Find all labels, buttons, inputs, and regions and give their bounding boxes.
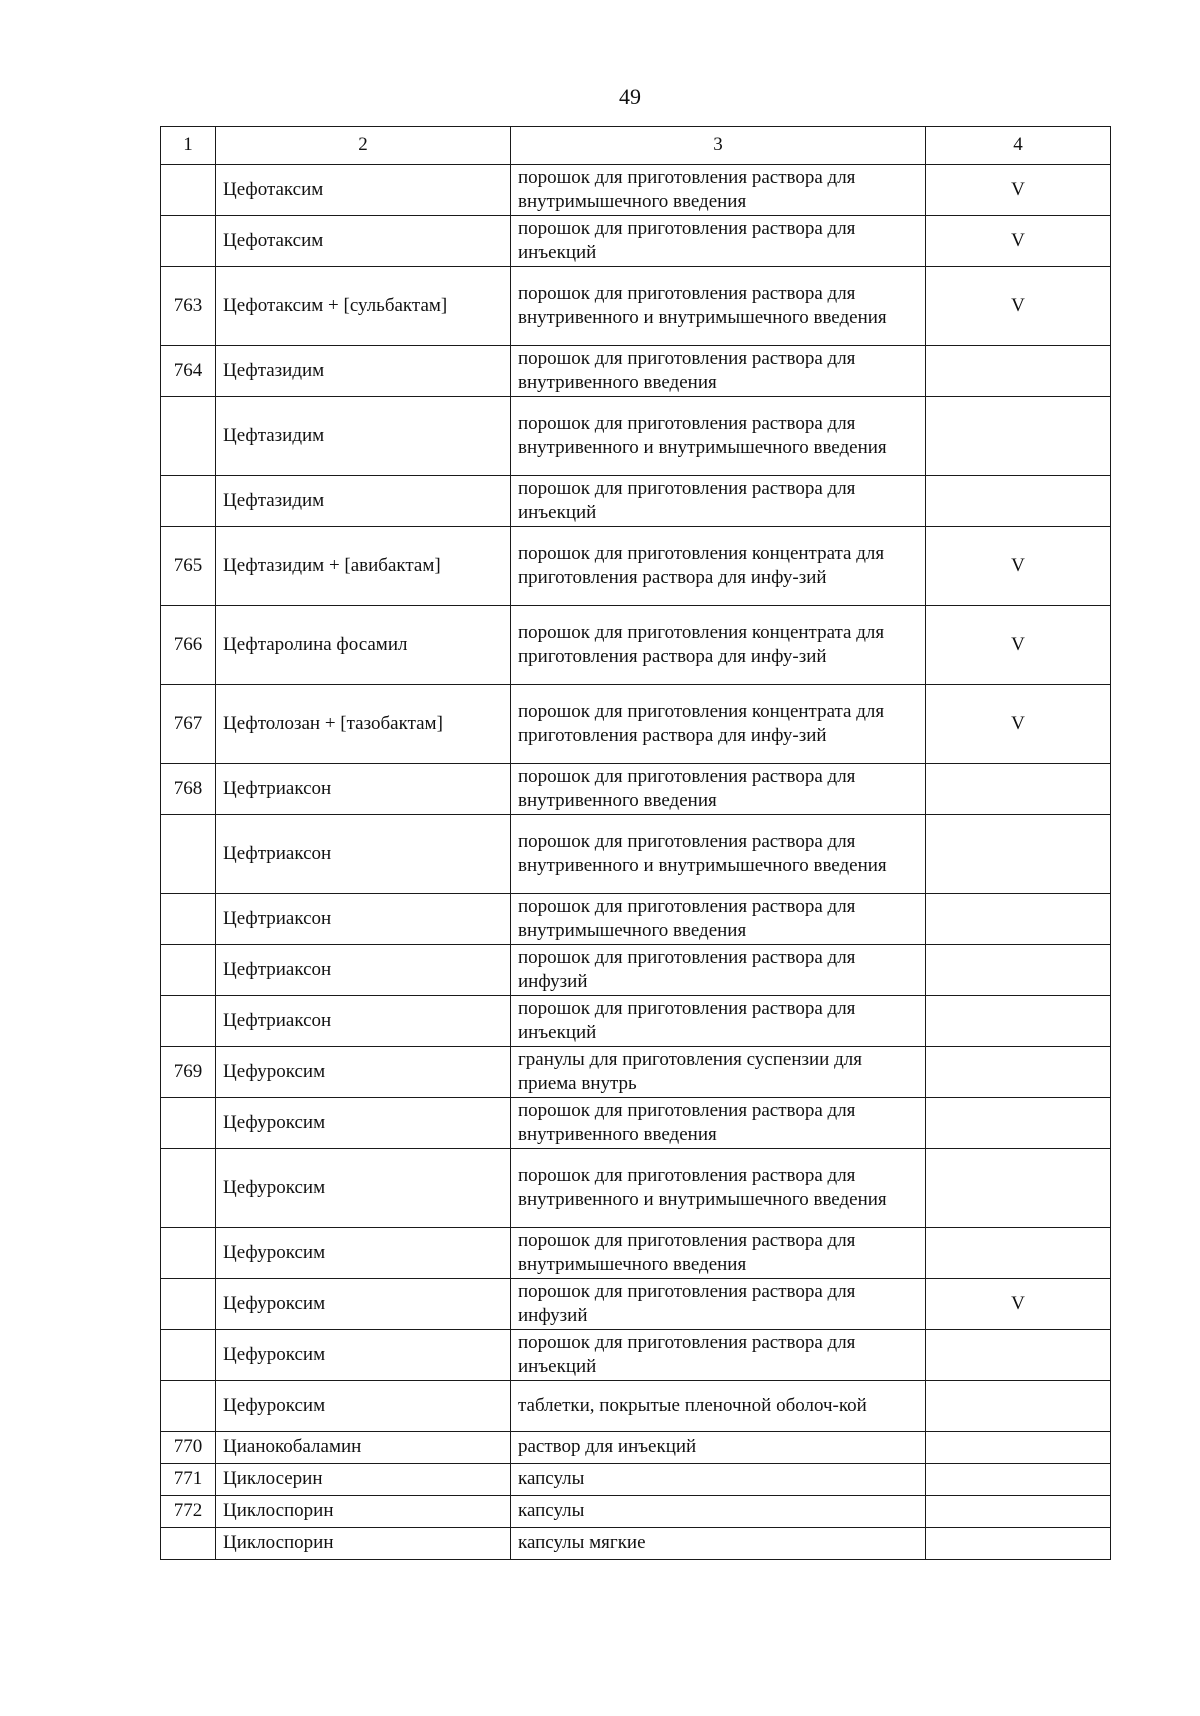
drug-name: Цефотаксим + [сульбактам] (216, 267, 511, 346)
drug-name: Цефтриаксон (216, 764, 511, 815)
row-number (161, 815, 216, 894)
dosage-form: порошок для приготовления раствора для внутривенного и внутримышечного введения (511, 267, 926, 346)
mark-cell (926, 815, 1111, 894)
row-number (161, 945, 216, 996)
table-row (161, 527, 1111, 606)
row-number: 766 (161, 606, 216, 685)
dosage-form: порошок для приготовления раствора для инфузий (511, 945, 926, 996)
table-row (161, 1381, 1111, 1432)
table-row (161, 476, 1111, 527)
row-number (161, 397, 216, 476)
mark-cell (926, 346, 1111, 397)
drug-name: Цефуроксим (216, 1330, 511, 1381)
dosage-form: порошок для приготовления раствора для инъекций (511, 1330, 926, 1381)
table-row (161, 397, 1111, 476)
table-header-row (161, 127, 1111, 165)
drug-name: Цефуроксим (216, 1149, 511, 1228)
row-number (161, 1528, 216, 1560)
mark-cell (926, 1528, 1111, 1560)
drug-name: Цефуроксим (216, 1228, 511, 1279)
mark-cell (926, 996, 1111, 1047)
drug-name: Цефтазидим (216, 397, 511, 476)
row-number (161, 216, 216, 267)
row-number: 771 (161, 1464, 216, 1496)
dosage-form: гранулы для приготовления суспензии для приема внутрь (511, 1047, 926, 1098)
dosage-form: порошок для приготовления раствора для внутримышечного введения (511, 165, 926, 216)
table-row (161, 1464, 1111, 1496)
mark-cell: V (926, 267, 1111, 346)
table-row (161, 346, 1111, 397)
mark-cell (926, 1496, 1111, 1528)
mark-cell: V (926, 685, 1111, 764)
table-row (161, 1330, 1111, 1381)
mark-cell: V (926, 606, 1111, 685)
mark-cell (926, 1432, 1111, 1464)
dosage-form: раствор для инъекций (511, 1432, 926, 1464)
drug-name: Цефотаксим (216, 165, 511, 216)
mark-cell (926, 1098, 1111, 1149)
mark-cell (926, 1228, 1111, 1279)
dosage-form: порошок для приготовления концентрата для приготовления раствора для инфу-зий (511, 685, 926, 764)
drug-name: Циклоспорин (216, 1528, 511, 1560)
column-header-3: 3 (511, 127, 926, 165)
row-number (161, 1228, 216, 1279)
row-number: 770 (161, 1432, 216, 1464)
row-number: 763 (161, 267, 216, 346)
dosage-form: порошок для приготовления раствора для внутривенного и внутримышечного введения (511, 397, 926, 476)
dosage-form: капсулы (511, 1496, 926, 1528)
dosage-form: порошок для приготовления раствора для инфузий (511, 1279, 926, 1330)
row-number: 765 (161, 527, 216, 606)
drug-name: Цефотаксим (216, 216, 511, 267)
dosage-form: порошок для приготовления раствора для внутривенного введения (511, 346, 926, 397)
drug-name: Цефтазидим (216, 346, 511, 397)
mark-cell (926, 1330, 1111, 1381)
table-row (161, 1228, 1111, 1279)
dosage-form: порошок для приготовления раствора для внутривенного и внутримышечного введения (511, 815, 926, 894)
dosage-form: капсулы мягкие (511, 1528, 926, 1560)
row-number (161, 894, 216, 945)
column-header-1: 1 (161, 127, 216, 165)
medicines-table (160, 126, 1111, 1560)
row-number (161, 1381, 216, 1432)
row-number: 768 (161, 764, 216, 815)
table-row (161, 945, 1111, 996)
table-row (161, 606, 1111, 685)
dosage-form: капсулы (511, 1464, 926, 1496)
drug-name: Цефуроксим (216, 1381, 511, 1432)
table-row (161, 1528, 1111, 1560)
drug-name: Цефуроксим (216, 1279, 511, 1330)
table-row (161, 1098, 1111, 1149)
dosage-form: порошок для приготовления концентрата для приготовления раствора для инфу-зий (511, 606, 926, 685)
mark-cell: V (926, 527, 1111, 606)
drug-name: Цефтриаксон (216, 996, 511, 1047)
mark-cell (926, 1464, 1111, 1496)
dosage-form: порошок для приготовления раствора для внутривенного и внутримышечного введения (511, 1149, 926, 1228)
row-number (161, 1330, 216, 1381)
row-number: 767 (161, 685, 216, 764)
mark-cell: V (926, 216, 1111, 267)
table-row (161, 1149, 1111, 1228)
row-number: 772 (161, 1496, 216, 1528)
mark-cell (926, 894, 1111, 945)
drug-name: Цефтриаксон (216, 815, 511, 894)
mark-cell (926, 397, 1111, 476)
table-row (161, 1432, 1111, 1464)
table-row (161, 815, 1111, 894)
table-row (161, 894, 1111, 945)
dosage-form: порошок для приготовления раствора для внутривенного введения (511, 1098, 926, 1149)
table-row (161, 996, 1111, 1047)
drug-name: Цефтазидим (216, 476, 511, 527)
drug-name: Циклосерин (216, 1464, 511, 1496)
page-number: 49 (619, 84, 641, 109)
row-number (161, 165, 216, 216)
drug-name: Циклоспорин (216, 1496, 511, 1528)
drug-name: Цианокобаламин (216, 1432, 511, 1464)
table-row (161, 764, 1111, 815)
row-number (161, 996, 216, 1047)
column-header-2: 2 (216, 127, 511, 165)
row-number: 764 (161, 346, 216, 397)
drug-name: Цефтриаксон (216, 894, 511, 945)
drug-name: Цефуроксим (216, 1098, 511, 1149)
mark-cell (926, 764, 1111, 815)
mark-cell (926, 1381, 1111, 1432)
drug-name: Цефтриаксон (216, 945, 511, 996)
row-number (161, 1279, 216, 1330)
table-row (161, 1496, 1111, 1528)
drug-name: Цефтолозан + [тазобактам] (216, 685, 511, 764)
dosage-form: порошок для приготовления раствора для внутривенного введения (511, 764, 926, 815)
dosage-form: порошок для приготовления концентрата для приготовления раствора для инфу-зий (511, 527, 926, 606)
dosage-form: порошок для приготовления раствора для внутримышечного введения (511, 894, 926, 945)
dosage-form: порошок для приготовления раствора для инъекций (511, 216, 926, 267)
table-row (161, 267, 1111, 346)
dosage-form: порошок для приготовления раствора для инъекций (511, 476, 926, 527)
mark-cell (926, 945, 1111, 996)
drug-name: Цефтазидим + [авибактам] (216, 527, 511, 606)
row-number (161, 476, 216, 527)
dosage-form: порошок для приготовления раствора для инъекций (511, 996, 926, 1047)
mark-cell: V (926, 165, 1111, 216)
dosage-form: таблетки, покрытые пленочной оболоч-кой (511, 1381, 926, 1432)
mark-cell (926, 1047, 1111, 1098)
row-number (161, 1098, 216, 1149)
column-header-4: 4 (926, 127, 1111, 165)
row-number: 769 (161, 1047, 216, 1098)
drug-name: Цефтаролина фосамил (216, 606, 511, 685)
dosage-form: порошок для приготовления раствора для внутримышечного введения (511, 1228, 926, 1279)
table-row (161, 165, 1111, 216)
mark-cell (926, 476, 1111, 527)
table-row (161, 1047, 1111, 1098)
mark-cell (926, 1149, 1111, 1228)
table-row (161, 1279, 1111, 1330)
table-row (161, 216, 1111, 267)
mark-cell: V (926, 1279, 1111, 1330)
table-row (161, 685, 1111, 764)
drug-name: Цефуроксим (216, 1047, 511, 1098)
row-number (161, 1149, 216, 1228)
